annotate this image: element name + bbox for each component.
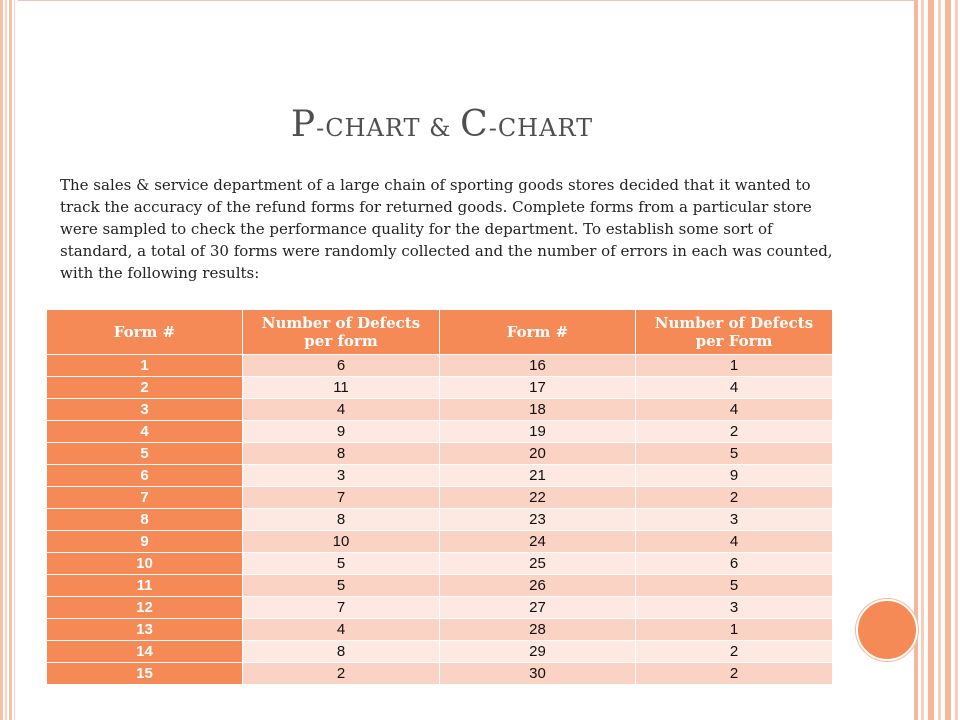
title-rest-p: -CHART & xyxy=(316,114,461,142)
cell-defects: 2 xyxy=(243,663,440,685)
cell-defects: 3 xyxy=(636,509,833,531)
cell-form-number: 10 xyxy=(47,553,243,575)
cell-form-number: 20 xyxy=(440,443,636,465)
header-form-number-2: Form # xyxy=(440,310,636,355)
cell-form-number: 27 xyxy=(440,597,636,619)
cell-form-number: 11 xyxy=(47,575,243,597)
title-cap-p: P xyxy=(290,104,317,145)
cell-form-number: 7 xyxy=(47,487,243,509)
table-row xyxy=(47,465,833,487)
cell-form-number: 26 xyxy=(440,575,636,597)
cell-form-number: 21 xyxy=(440,465,636,487)
table-row xyxy=(47,421,833,443)
cell-defects: 4 xyxy=(636,399,833,421)
cell-defects: 4 xyxy=(243,399,440,421)
accent-circle xyxy=(856,599,918,661)
cell-form-number: 17 xyxy=(440,377,636,399)
table-row xyxy=(47,509,833,531)
defects-table xyxy=(46,309,833,685)
cell-form-number: 3 xyxy=(47,399,243,421)
table-row xyxy=(47,355,833,377)
cell-form-number: 29 xyxy=(440,641,636,663)
header-defects-1: Number of Defects per form xyxy=(243,310,440,355)
cell-form-number: 13 xyxy=(47,619,243,641)
header-defects-2: Number of Defects per Form xyxy=(636,310,833,355)
table-row xyxy=(47,487,833,509)
cell-defects: 9 xyxy=(636,465,833,487)
intro-paragraph: The sales & service department of a large chain of sporting goods stores decided that it wanted to track the accuracy of the refund forms for returned goods. Complete forms from a particular store were sampled to check the performance quality for the department. To establish some sort of standard, a total of 30 forms were randomly collected and the number of errors in each was counted, with the following results: xyxy=(60,176,833,282)
top-border-line xyxy=(18,0,914,1)
cell-defects: 1 xyxy=(636,619,833,641)
cell-form-number: 28 xyxy=(440,619,636,641)
cell-form-number: 18 xyxy=(440,399,636,421)
table-row xyxy=(47,443,833,465)
cell-defects: 2 xyxy=(636,487,833,509)
table-row xyxy=(47,377,833,399)
cell-form-number: 24 xyxy=(440,531,636,553)
slide-title xyxy=(0,104,884,145)
cell-defects: 1 xyxy=(636,355,833,377)
cell-defects: 5 xyxy=(636,575,833,597)
title-rest-c: -CHART xyxy=(488,114,594,142)
table-row xyxy=(47,597,833,619)
table-row xyxy=(47,531,833,553)
cell-defects: 8 xyxy=(243,443,440,465)
cell-defects: 8 xyxy=(243,509,440,531)
cell-form-number: 4 xyxy=(47,421,243,443)
cell-defects: 4 xyxy=(243,619,440,641)
table-row xyxy=(47,663,833,685)
cell-defects: 10 xyxy=(243,531,440,553)
cell-form-number: 15 xyxy=(47,663,243,685)
cell-form-number: 12 xyxy=(47,597,243,619)
table-header-row xyxy=(47,310,833,355)
cell-defects: 11 xyxy=(243,377,440,399)
cell-defects: 7 xyxy=(243,597,440,619)
cell-form-number: 30 xyxy=(440,663,636,685)
cell-defects: 2 xyxy=(636,641,833,663)
table-row xyxy=(47,575,833,597)
cell-form-number: 14 xyxy=(47,641,243,663)
cell-form-number: 19 xyxy=(440,421,636,443)
title-cap-c: C xyxy=(460,104,489,145)
cell-form-number: 6 xyxy=(47,465,243,487)
table-row xyxy=(47,399,833,421)
cell-defects: 6 xyxy=(636,553,833,575)
cell-defects: 2 xyxy=(636,421,833,443)
table-row xyxy=(47,641,833,663)
cell-form-number: 22 xyxy=(440,487,636,509)
cell-form-number: 8 xyxy=(47,509,243,531)
right-frame xyxy=(914,0,960,720)
cell-defects: 5 xyxy=(243,575,440,597)
cell-defects: 2 xyxy=(636,663,833,685)
cell-defects: 9 xyxy=(243,421,440,443)
table-row xyxy=(47,619,833,641)
cell-form-number: 23 xyxy=(440,509,636,531)
cell-form-number: 16 xyxy=(440,355,636,377)
cell-defects: 3 xyxy=(243,465,440,487)
cell-defects: 7 xyxy=(243,487,440,509)
cell-defects: 3 xyxy=(636,597,833,619)
cell-defects: 6 xyxy=(243,355,440,377)
cell-defects: 4 xyxy=(636,377,833,399)
cell-defects: 5 xyxy=(636,443,833,465)
cell-form-number: 25 xyxy=(440,553,636,575)
table-row xyxy=(47,553,833,575)
cell-form-number: 2 xyxy=(47,377,243,399)
cell-defects: 8 xyxy=(243,641,440,663)
cell-form-number: 9 xyxy=(47,531,243,553)
cell-form-number: 1 xyxy=(47,355,243,377)
header-form-number-1: Form # xyxy=(47,310,243,355)
cell-defects: 4 xyxy=(636,531,833,553)
cell-form-number: 5 xyxy=(47,443,243,465)
table-body xyxy=(47,355,833,685)
cell-defects: 5 xyxy=(243,553,440,575)
